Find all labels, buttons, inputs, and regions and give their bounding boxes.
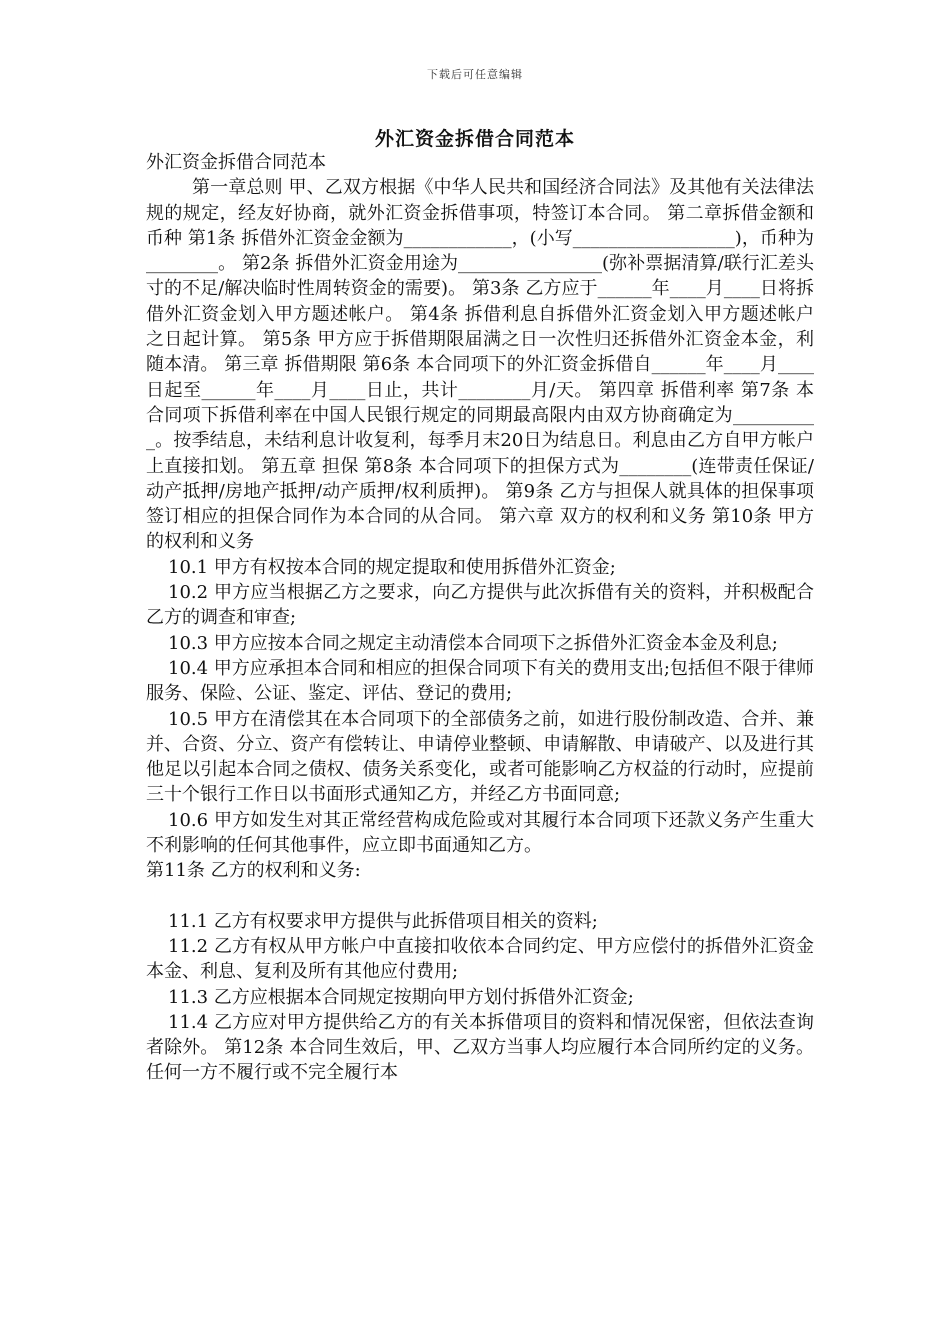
- article-11-heading: 第11条 乙方的权利和义务:: [146, 860, 361, 882]
- clause-10-6: 10.6 甲方如发生对其正常经营构成危险或对其履行本合同项下还款义务产生重大不利影响的任何其他事件，应立即书面通知乙方。: [146, 809, 814, 857]
- document-subtitle: 外汇资金拆借合同范本: [146, 152, 326, 173]
- clause-10-4: 10.4 甲方应承担本合同和相应的担保合同项下有关的费用支出;包括但不限于律师服务、保险、公证、鉴定、评估、登记的费用;: [146, 657, 814, 705]
- clause-10-2: 10.2 甲方应当根据乙方之要求，向乙方提供与此次拆借有关的资料，并积极配合乙方的调查和审查;: [146, 582, 814, 629]
- clause-11-3: 11.3 乙方应根据本合同规定按期向甲方划付拆借外汇资金;: [168, 986, 634, 1008]
- clause-10-1: 10.1 甲方有权按本合同的规定提取和使用拆借外汇资金;: [168, 556, 616, 578]
- clause-11-2: 11.2 乙方有权从甲方帐户中直接扣收依本合同约定、甲方应偿付的拆借外汇资金本金、利息、复利及所有其他应付费用;: [146, 935, 814, 983]
- paragraph-general-provisions: 第一章总则 甲、乙双方根据《中华人民共和国经济合同法》及其他有关法律法规的规定，经友好协商，就外汇资金拆借事项，特签订本合同。 第二章拆借金额和币种 第1条 拆借外汇资金金额为____________，(小写__________________)，币种为________。 第2条 拆借外汇资金用途为________________(弥补票据清算/联行汇差头寸的不足/解决临时性周转资金的需要)。 第3条 乙方应于______年____月____日将拆借外汇资金划入甲方题述帐户。 第4条 拆借利息自拆借外汇资金划入甲方题述帐户之日起计算。 第5条 甲方应于拆借期限届满之日一次性归还拆借外汇资金本金，利随本清。 第三章 拆借期限 第6条 本合同项下的外汇资金拆借自______年____月____日起至______年____月____日止，共计________月/天。 第四章 拆借利率 第7条 本合同项下拆借利率在中国人民银行规定的同期最高限内由双方协商确定为__________。按季结息，未结利息计收复利，每季月末20日为结息日。利息由乙方自甲方帐户上直接扣划。 第五章 担保 第8条 本合同项下的担保方式为________(连带责任保证/动产抵押/房地产抵押/动产质押/权利质押)。 第9条 乙方与担保人就具体的担保事项签订相应的担保合同作为本合同的从合同。 第六章 双方的权利和义务 第10条 甲方的权利和义务: [146, 177, 814, 553]
- clause-11-1: 11.1 乙方有权要求甲方提供与此拆借项目相关的资料;: [168, 910, 598, 932]
- paragraph-spacer: [146, 884, 814, 909]
- header-note: 下载后可任意编辑: [427, 68, 523, 81]
- clause-11-4: 11.4 乙方应对甲方提供给乙方的有关本拆借项目的资料和情况保密，但依法查询者除外。 第12条 本合同生效后，甲、乙双方当事人均应履行本合同所约定的义务。任何一方不履行或不完全履行本: [146, 1011, 814, 1084]
- clause-10-3: 10.3 甲方应按本合同之规定主动清偿本合同项下之拆借外汇资金本金及利息;: [168, 632, 778, 654]
- document-title: 外汇资金拆借合同范本: [374, 128, 575, 150]
- clause-10-5: 10.5 甲方在清偿其在本合同项下的全部债务之前，如进行股份制改造、合并、兼并、合资、分立、资产有偿转让、申请停业整顿、申请解散、申请破产、以及进行其他足以引起本合同之债权、债务关系变化，或者可能影响乙方权益的行动时，应提前三十个银行工作日以书面形式通知乙方，并经乙方书面同意;: [146, 708, 814, 806]
- document-body: [146, 150, 814, 1086]
